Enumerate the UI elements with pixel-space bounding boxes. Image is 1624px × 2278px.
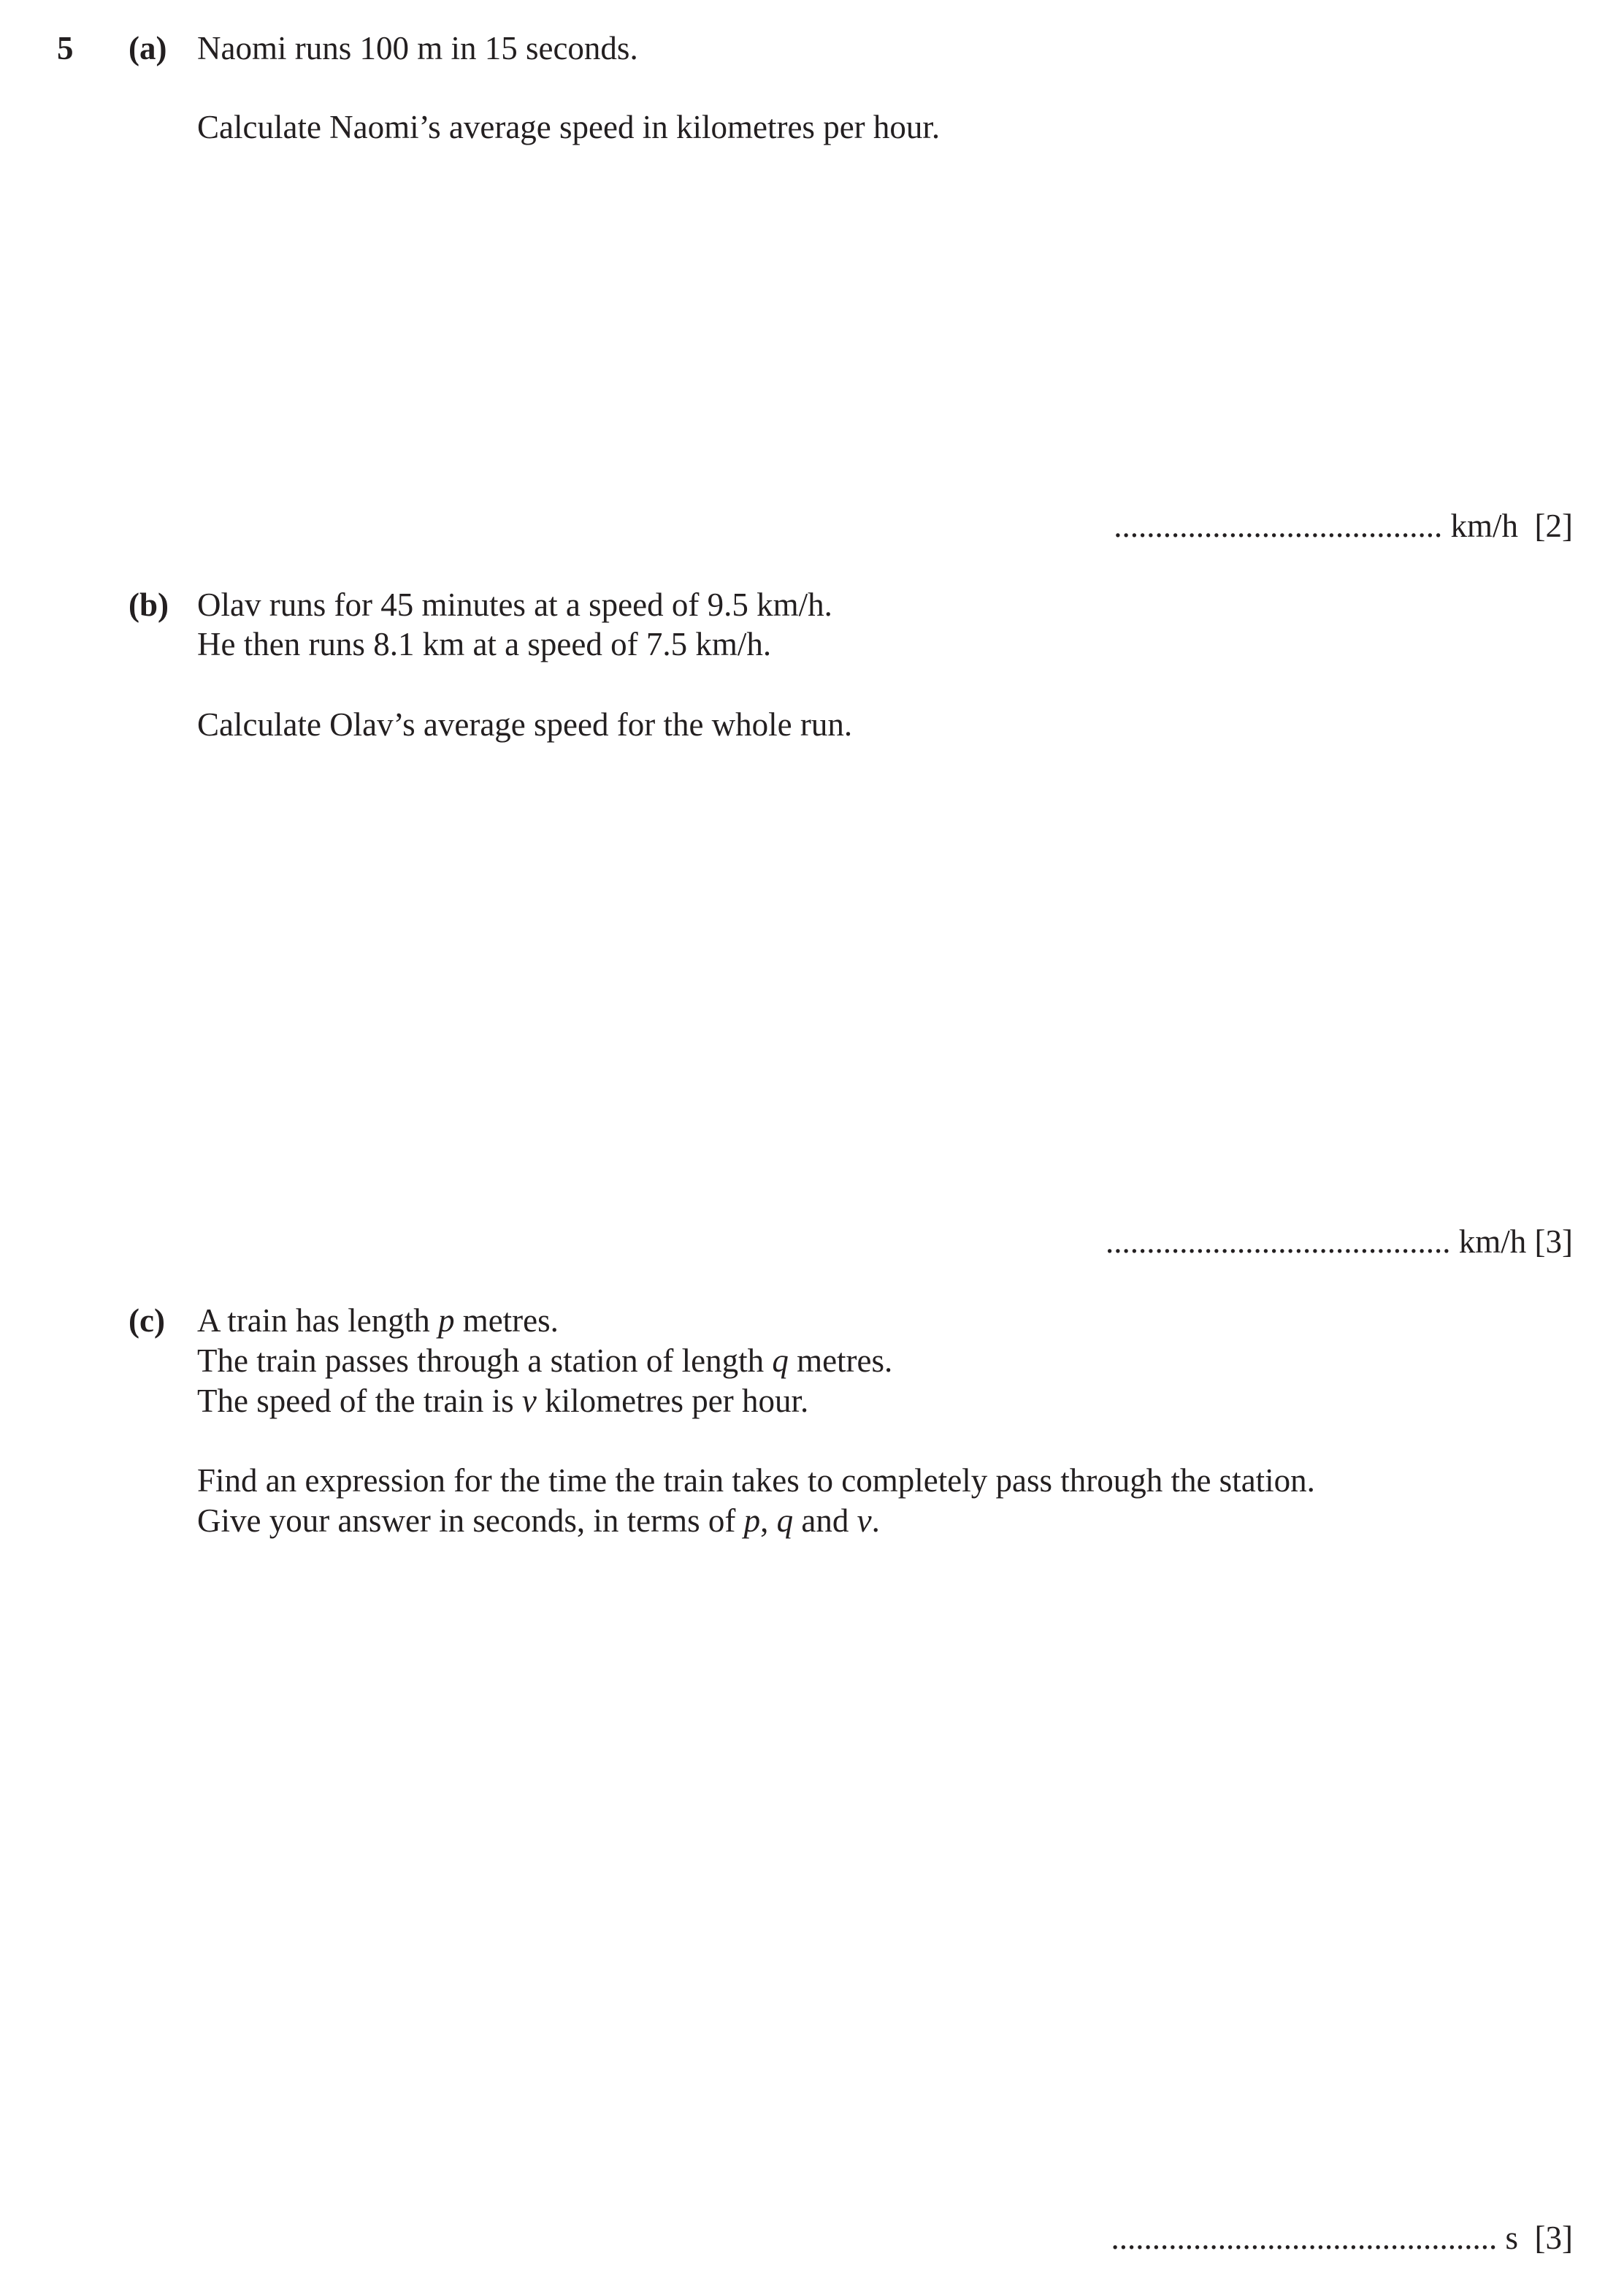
part-c-statement-2: [197, 1340, 892, 1381]
part-c-instruction-2: [197, 1500, 880, 1541]
answer-dots: ..........................................: [1106, 1223, 1451, 1260]
part-c-statement-3: [197, 1380, 808, 1421]
text: The train passes through a station of length: [197, 1342, 773, 1379]
text: metres.: [788, 1342, 893, 1379]
variable-v: v: [857, 1502, 872, 1539]
text: A train has length: [197, 1302, 438, 1339]
question-number: 5: [57, 30, 74, 66]
part-b-label: (b): [129, 586, 169, 623]
answer-unit: s: [1505, 2220, 1519, 2256]
part-c-statement-1: [197, 1300, 559, 1341]
part-a-answer-line[interactable]: [1114, 505, 1573, 546]
answer-dots: ........................................: [1114, 508, 1443, 544]
part-c-instruction-1: Find an expression for the time the train takes to completely pass through the station.: [197, 1462, 1315, 1499]
part-a-statement: Naomi runs 100 m in 15 seconds.: [197, 30, 638, 66]
text: and: [793, 1502, 857, 1539]
part-c-answer-line[interactable]: [1111, 2217, 1574, 2258]
text: .: [871, 1502, 880, 1539]
part-b-instruction: Calculate Olav’s average speed for the whole run.: [197, 706, 853, 743]
text: The speed of the train is: [197, 1383, 522, 1419]
part-c-label: (c): [129, 1302, 165, 1339]
part-a-instruction: Calculate Naomi’s average speed in kilometres per hour.: [197, 109, 941, 145]
part-b-answer-line[interactable]: [1106, 1221, 1573, 1262]
text: Give your answer in seconds, in terms of: [197, 1502, 744, 1539]
variable-v: v: [521, 1383, 537, 1419]
part-b-statement-2: He then runs 8.1 km at a speed of 7.5 km/h.: [197, 626, 772, 662]
marks: [3]: [1534, 1223, 1573, 1260]
variable-q: q: [776, 1502, 794, 1539]
marks: [3]: [1534, 2220, 1573, 2256]
answer-dots: ...............................................: [1111, 2220, 1498, 2256]
part-b-statement-1: Olav runs for 45 minutes at a speed of 9.5 km/h.: [197, 586, 832, 623]
answer-unit: km/h: [1450, 508, 1519, 544]
variable-p: p: [743, 1502, 761, 1539]
variable-q: q: [772, 1342, 789, 1379]
marks: [2]: [1534, 508, 1573, 544]
part-a-label: (a): [129, 30, 167, 66]
text: ,: [760, 1502, 777, 1539]
variable-p: p: [437, 1302, 455, 1339]
text: metres.: [454, 1302, 559, 1339]
text: kilometres per hour.: [536, 1383, 809, 1419]
answer-unit: km/h: [1458, 1223, 1527, 1260]
